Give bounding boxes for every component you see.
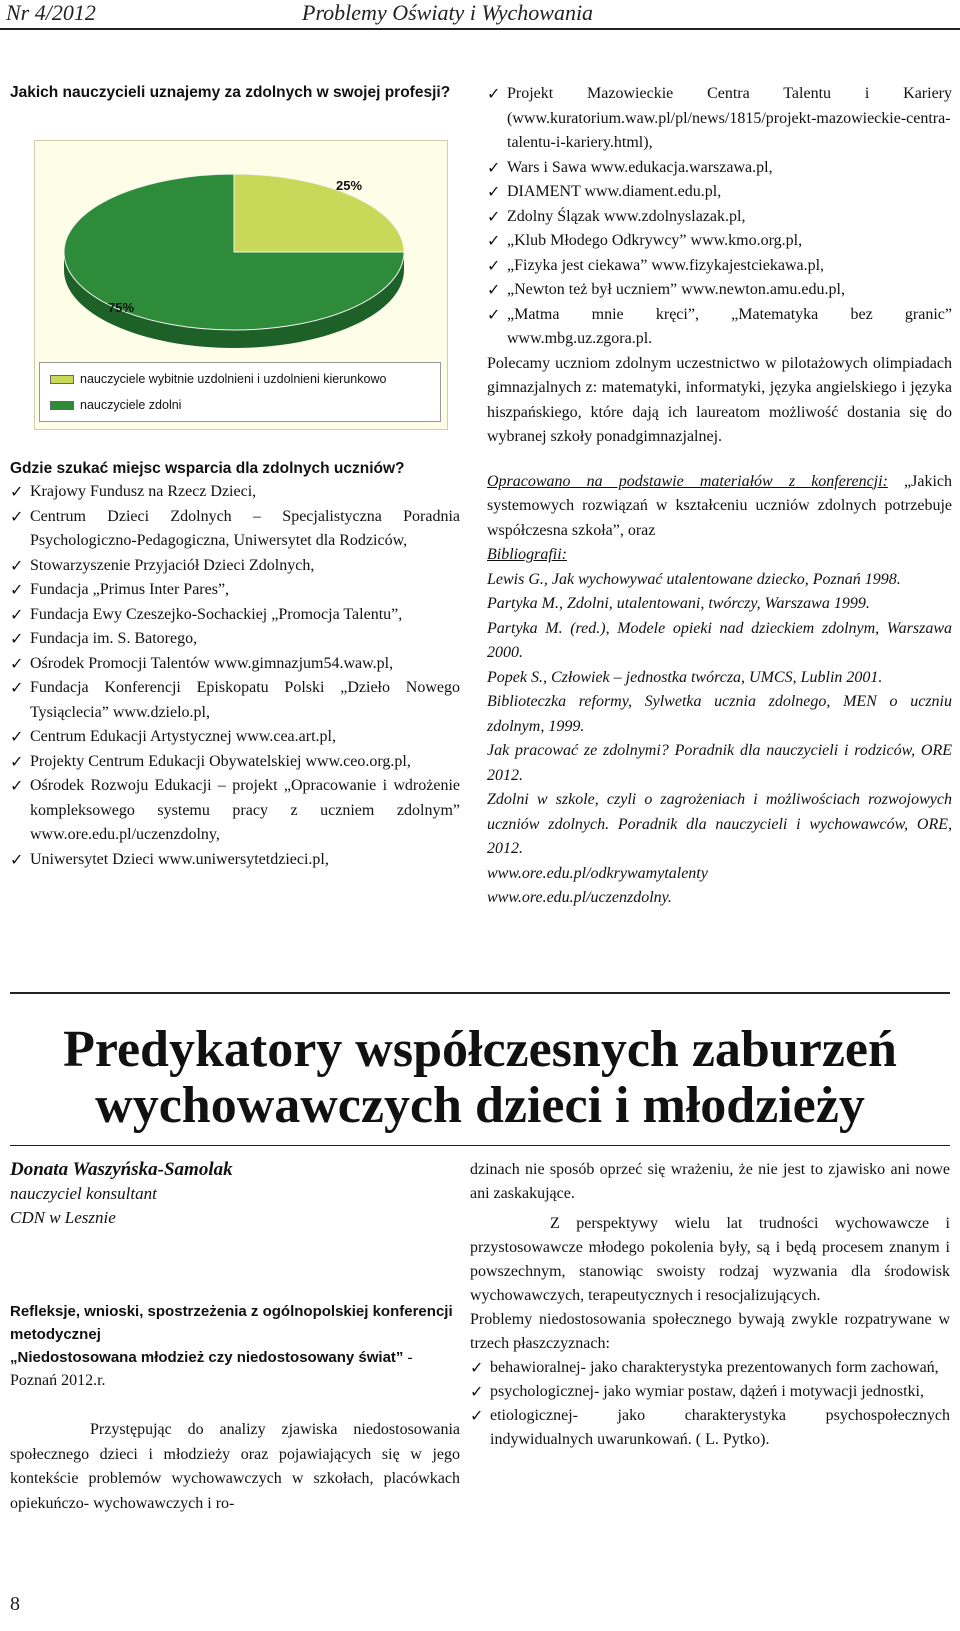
article-paragraph: Problemy niedostosowania społecznego bywają zwykle rozpatrywane w trzech płaszczyznach: [470,1311,950,1352]
bibliography-item: Biblioteczka reformy, Sylwetka ucznia zdolnego, MEN o uczniu zdolnym, 1999. [487,693,952,735]
list-item: ✓ Zdolny Ślązak www.zdolnyslazak.pl, [487,205,952,230]
reflection-heading [10,1300,460,1392]
check-icon: ✓ [487,231,501,250]
list-item: ✓ Fundacja „Primus Inter Pares”, [10,578,460,603]
author-institution: CDN w Lesznie [10,1208,116,1227]
conference-title: „Niedostosowana młodzież czy niedostosowany świat” [10,1349,404,1366]
check-icon: ✓ [487,280,501,299]
legend-label-0: nauczyciele wybitnie uzdolnieni i uzdolnieni kierunkowo [80,372,387,386]
list-item: ✓ behawioralnej- jako charakterystyka prezentowanych form zachowań, [470,1356,950,1380]
left-column [10,82,460,104]
legend-item-0 [50,369,386,389]
legend-item-1 [50,395,181,415]
bibliography-item: Partyka M. (red.), Modele opieki nad dzieckiem zdolnym, Warszawa 2000. [487,619,952,661]
bibliography-link: www.ore.edu.pl/uczenzdolny. [487,889,672,906]
check-icon: ✓ [487,157,501,177]
list-item: ✓ Fundacja im. S. Batorego, [10,627,460,652]
list-item: ✓ Uniwersytet Dzieci www.uniwersytetdzieci.pl, [10,848,460,873]
check-icon: ✓ [10,482,24,501]
pie-svg [34,140,446,360]
article-title [10,1022,950,1134]
check-icon: ✓ [487,182,501,201]
list-item: ✓ etiologicznej- jako charakterystyka psychospołecznych indywidualnych uwarunkowań. ( L. Pytko). [470,1406,950,1448]
question-support: Gdzie szukać miejsc wsparcia dla zdolnych uczniów? [10,460,405,477]
check-icon: ✓ [487,304,501,324]
check-icon: ✓ [10,751,24,771]
reflection-bold: Refleksje, wnioski, spostrzeżenia z ogólnopolskiej konferencji metodycznej [10,1303,453,1343]
right-column [487,82,952,911]
check-icon: ✓ [10,580,24,599]
pie-slice-0 [234,174,404,252]
check-icon: ✓ [10,776,24,795]
check-icon: ✓ [10,629,24,648]
legend-swatch-1 [50,401,74,410]
check-icon: ✓ [10,727,24,746]
check-icon: ✓ [10,653,24,673]
bibliography-item: Popek S., Człowiek – jednostka twórcza, UMCS, Lublin 2001. [487,668,883,686]
recommendation-paragraph: Polecamy uczniom zdolnym uczestnictwo w pilotażowych olimpiadach gimnazjalnych z: matematyki, informatyki, języka angielskiego i języka hiszpańskiego, które dają ich laureatom możliwość dostania się do wybranej szkoły ponadgimnazjalnej. [487,354,952,445]
journal-title: Problemy Oświaty i Wychowania [302,0,594,25]
source-label: Opracowano na podstawie materiałów z konferencji: [487,472,888,490]
list-item: ✓ Projekt Mazowieckie Centra Talentu i Kariery (www.kuratorium.waw.pl/pl/news/1815/projekt-mazowieckie-centra-talentu-i-kariery.html), [487,84,952,151]
check-icon: ✓ [10,604,24,624]
bibliography-item: Partyka M., Zdolni, utalentowani, twórczy, Warszawa 1999. [487,595,870,612]
source-paragraph [487,470,952,544]
title-line-2: wychowawczych dzieci i młodzieży [95,1077,865,1134]
list-item: ✓ Centrum Edukacji Artystycznej www.cea.art.pl, [10,725,460,750]
article-paragraph: dzinach nie sposób oprzeć się wrażeniu, że nie jest to zjawisko ani nowe ani zaskakujące. [470,1161,950,1202]
check-icon: ✓ [470,1406,484,1425]
check-icon: ✓ [10,555,24,575]
list-item: ✓ „Newton też był uczniem” www.newton.amu.edu.pl, [487,278,952,303]
conference-place: - Poznań 2012.r. [10,1349,413,1389]
list-item: ✓ psychologicznej- jako wymiar postaw, dążeń i motywacji jednostki, [470,1380,950,1404]
issue-number: Nr 4/2012 [6,0,96,25]
question-teachers: Jakich nauczycieli uznajemy za zdolnych w swojej profesji? [10,84,451,101]
list-item: ✓ Fundacja Ewy Czeszejko-Sochackiej „Promocja Talentu”, [10,603,460,628]
page-header [0,0,960,30]
bibliography-item: Jak pracować ze zdolnymi? Poradnik dla nauczycieli i rodziców, ORE 2012. [487,742,952,784]
legend-label-1: nauczyciele zdolni [80,398,182,412]
pie-chart [34,140,446,428]
bibliography-item: Zdolni w szkole, czyli o zagrożeniach i możliwościach rozwojowych uczniów zdolnych. Poradnik dla nauczycieli i wychowawców, ORE, 2012. [487,791,952,857]
list-item: ✓ Centrum Dzieci Zdolnych – Specjalistyczna Poradnia Psychologiczno-Pedagogiczna, Uniwersytet dla Rodziców, [10,506,460,549]
bibliography-item: Lewis G., Jak wychowywać utalentowane dziecko, Poznań 1998. [487,570,901,588]
section-divider [10,992,950,994]
title-divider [10,1145,950,1146]
bibliography-label: Bibliografii: [487,546,567,563]
projects-list [487,82,952,352]
check-icon: ✓ [487,84,501,103]
author-role: nauczyciel konsultant [10,1184,157,1203]
list-item: ✓ Krajowy Fundusz na Rzecz Dzieci, [10,480,460,505]
list-item: ✓ „Klub Młodego Odkrywcy” www.kmo.org.pl, [487,229,952,254]
list-item: ✓ Ośrodek Rozwoju Edukacji – projekt „Opracowanie i wdrożenie kompleksowego systemu pracy z uczniem zdolnym” www.ore.edu.pl/uczenzdolny, [10,776,460,843]
list-item: ✓ Wars i Sawa www.edukacja.warszawa.pl, [487,156,952,181]
article-right-column [470,1158,950,1452]
list-item: ✓ Ośrodek Promocji Talentów www.gimnazjum54.waw.pl, [10,652,460,677]
intro-paragraph [10,1418,460,1516]
support-list [10,480,460,872]
slice-label-0: 25% [336,178,363,193]
bibliography-link: www.ore.edu.pl/odkrywamytalenty [487,864,708,882]
support-section [10,458,460,872]
check-icon: ✓ [487,255,501,275]
planes-list [470,1356,950,1452]
intro-text: Przystępując do analizy zjawiska niedostosowania społecznego dzieci i młodzieży oraz pojawiających się w jego kontekście problemów wychowawczych w szkołach, placówkach opiekuńczo- wychowawczych i ro- [10,1421,460,1512]
author-block [10,1158,450,1230]
check-icon: ✓ [470,1382,484,1401]
list-item: ✓ DIAMENT www.diament.edu.pl, [487,180,952,205]
list-item: ✓ „Fizyka jest ciekawa” www.fizykajestciekawa.pl, [487,254,952,279]
chart-legend [39,362,441,422]
legend-swatch-0 [50,375,74,384]
article-paragraph: Z perspektywy wielu lat trudności wychowawcze i przystosowawcze młodego pokolenia były, są i będą procesem znanym i powszechnym, stanowiąc swoisty rodzaj wyzwania dla środowisk wychowawczych, terapeutycznych i resocjalizujących. [470,1215,950,1304]
list-item: ✓ „Matma mnie kręci”, „Matematyka bez granic” www.mbg.uz.zgora.pl. [487,304,952,347]
list-item: ✓ Projekty Centrum Edukacji Obywatelskiej www.ceo.org.pl, [10,750,460,775]
check-icon: ✓ [487,206,501,226]
list-item: ✓ Fundacja Konferencji Episkopatu Polski „Dzieło Nowego Tysiąclecia” www.dzielo.pl, [10,678,460,721]
slice-label-1: 75% [108,300,135,315]
check-icon: ✓ [470,1358,484,1377]
check-icon: ✓ [10,849,24,869]
check-icon: ✓ [10,506,24,526]
source-text: „Jakich systemowych rozwiązań w kształceniu uczniów zdolnych potrzebuje współczesna szkoła”, oraz [487,472,952,539]
title-line-1: Predykatory współczesnych zaburzeń [63,1021,897,1078]
list-item: ✓ Stowarzyszenie Przyjaciół Dzieci Zdolnych, [10,554,460,579]
check-icon: ✓ [10,678,24,697]
page-number: 8 [10,1593,20,1615]
author-name: Donata Waszyńska-Samolak [10,1159,233,1180]
